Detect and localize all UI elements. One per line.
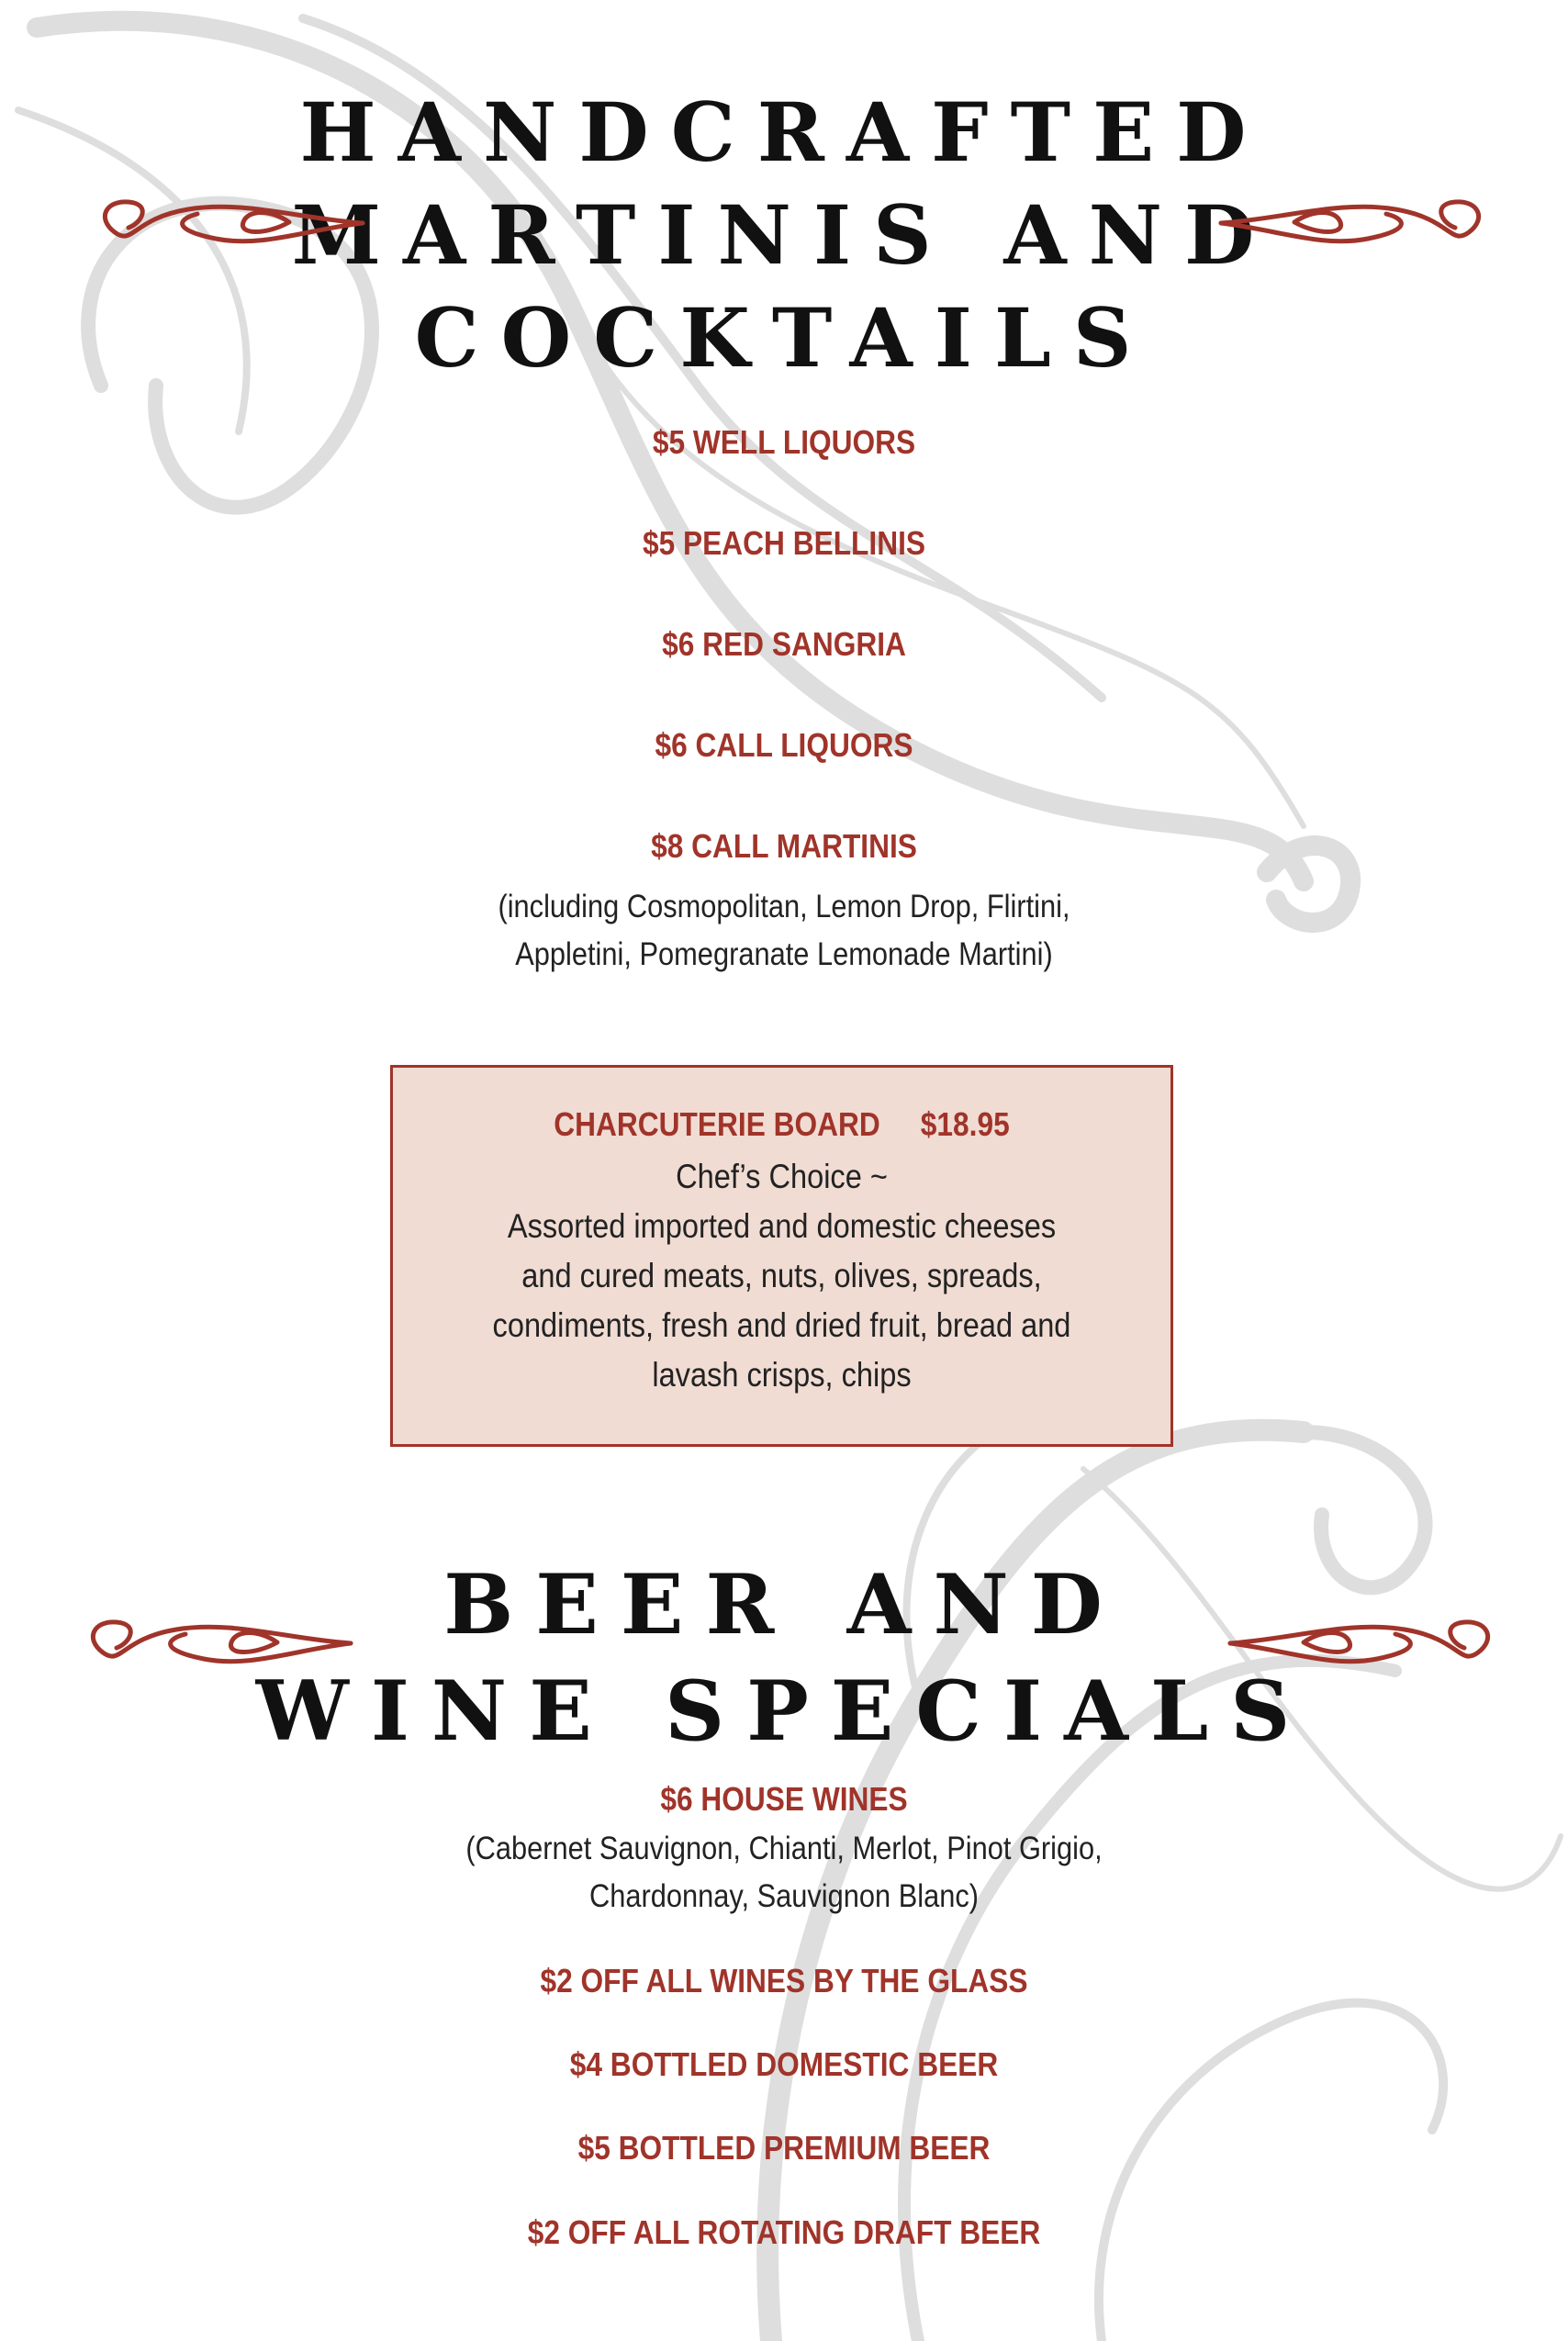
menu-item-domestic-beer: $4 BOTTLED DOMESTIC BEER <box>569 2045 999 2083</box>
charcuterie-line: Assorted imported and domestic cheeses <box>507 1207 1057 1245</box>
menu-item-red-sangria: $6 RED SANGRIA <box>662 625 906 663</box>
menu-item-well-liquors: $5 WELL LIQUORS <box>652 423 916 461</box>
charcuterie-line: Chef’s Choice ~ <box>676 1158 888 1195</box>
charcuterie-board-box <box>390 1065 1173 1447</box>
menu-item-premium-beer: $5 BOTTLED PREMIUM BEER <box>577 2129 991 2167</box>
menu-item-draft-beer: $2 OFF ALL ROTATING DRAFT BEER <box>527 2213 1041 2251</box>
cocktails-heading-line: MARTINIS AND <box>291 187 1277 283</box>
scroll-flourish-icon <box>66 1602 360 1685</box>
charcuterie-board-title: CHARCUTERIE BOARD $18.95 <box>554 1105 1010 1143</box>
charcuterie-line: condiments, fresh and dried fruit, bread and <box>492 1306 1071 1344</box>
martini-note-line: (including Cosmopolitan, Lemon Drop, Flirtini, <box>498 889 1070 924</box>
menu-item-call-martinis: $8 CALL MARTINIS <box>651 827 917 865</box>
charcuterie-line: lavash crisps, chips <box>652 1356 912 1394</box>
cocktails-heading-line: COCKTAILS <box>414 290 1154 386</box>
martini-note-line: Appletini, Pomegranate Lemonade Martini) <box>515 936 1053 972</box>
cocktails-heading-line: HANDCRAFTED <box>299 84 1269 180</box>
menu-item-wines-by-glass: $2 OFF ALL WINES BY THE GLASS <box>540 1962 1028 1999</box>
house-wines-note-line: Chardonnay, Sauvignon Blanc) <box>588 1878 980 1914</box>
scroll-flourish-icon <box>78 182 372 264</box>
house-wines-note-line: (Cabernet Sauvignon, Chianti, Merlot, Pinot Grigio, <box>465 1831 1103 1866</box>
house-wines-note <box>94 1825 1473 1921</box>
charcuterie-line: and cured meats, nuts, olives, spreads, <box>521 1257 1042 1294</box>
beer-wine-heading-line: BEER AND <box>443 1556 1125 1653</box>
beer-wine-heading-line: WINE SPECIALS <box>255 1663 1313 1760</box>
charcuterie-board-description <box>440 1152 1124 1400</box>
scroll-flourish-icon <box>1221 1602 1515 1685</box>
menu-item-call-liquors: $6 CALL LIQUORS <box>655 726 913 764</box>
menu-item-peach-bellinis: $5 PEACH BELLINIS <box>642 524 926 562</box>
scroll-flourish-icon <box>1212 182 1506 264</box>
menu-item-house-wines: $6 HOUSE WINES <box>660 1780 908 1818</box>
martini-note <box>94 883 1473 979</box>
